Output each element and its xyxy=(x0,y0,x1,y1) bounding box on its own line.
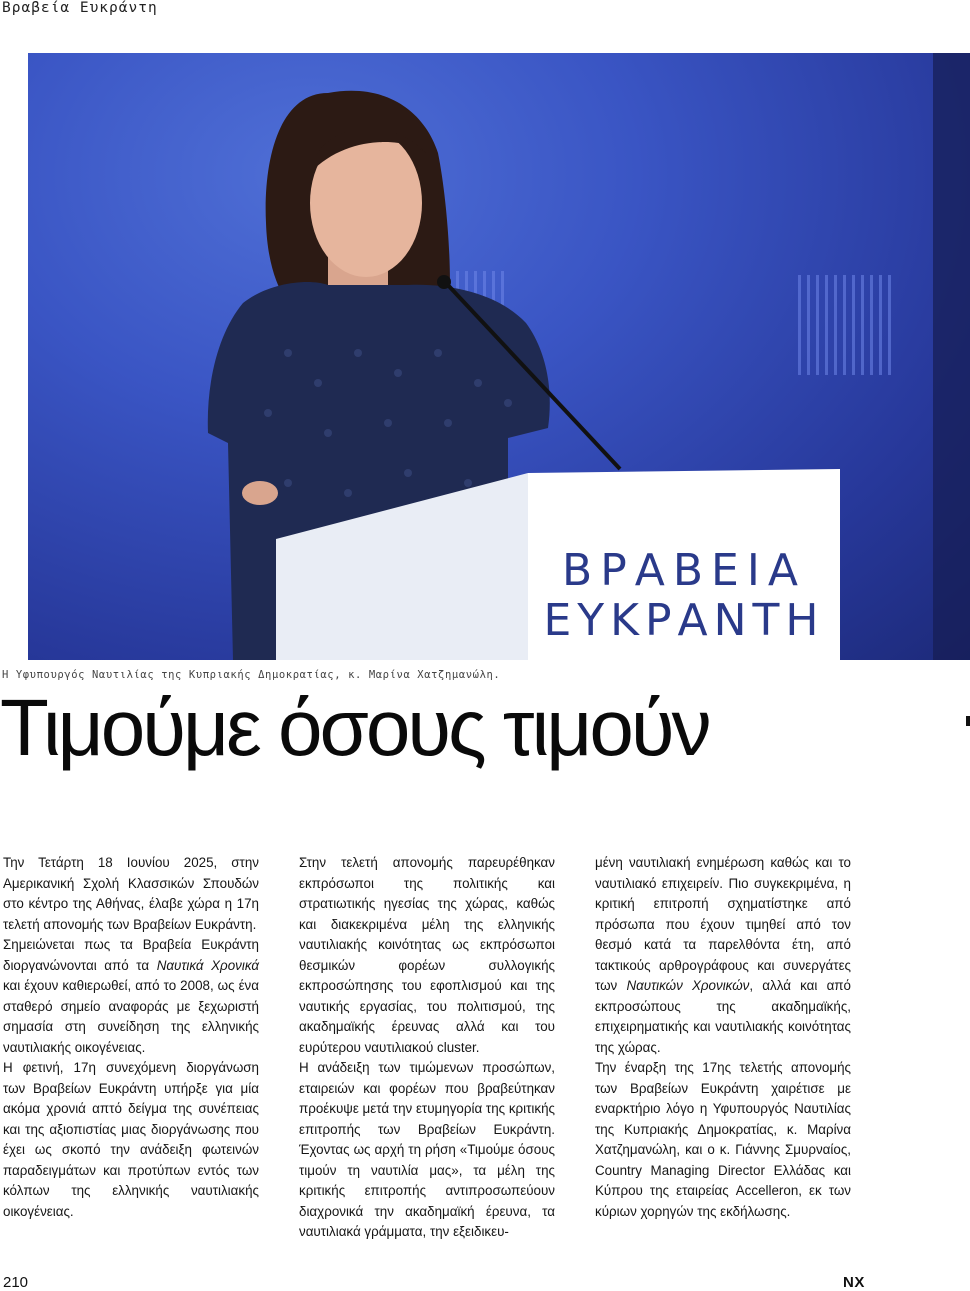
podium-text-line2: ΕΥΚΡΑΝΤΗ xyxy=(543,595,825,646)
page-number: 210 xyxy=(3,1274,29,1291)
paragraph: Την Τετάρτη 18 Ιουνίου 2025, στην Αμερικανική Σχολή Κλασσικών Σπουδών στο κέντρο της Αθήνας, έλαβε χώρα η 17η τελετή απονομής των Βραβείων Ευκράντη. xyxy=(3,855,259,932)
paragraph: Σημειώνεται πως τα Βραβεία Ευκράντη διοργανώνονται από τα Ναυτικά Χρονικά και έχουν καθιερωθεί, από το 2008, ως ένα σταθερό σημείο αναφοράς με ξεχωριστή σημασία στη συνείδηση της ελληνικής ναυτιλιακής οικογένειας. xyxy=(3,937,259,1055)
section-title: Βραβεία Ευκράντη xyxy=(2,0,158,16)
speaker-at-podium-illustration xyxy=(28,53,970,660)
edge-mark xyxy=(966,716,970,726)
paragraph: Την έναρξη της 17ης τελετής απονομής των Βραβείων Ευκράντη χαιρέτισε με εναρκτήριο λόγο η Υφυπουργός Ναυτιλίας της Κυπριακής Δημοκρατίας, κ. Μαρίνα Χατζημανώλη, και ο κ. Γιάννης Σμυρναίος, Country Managing Director Ελλάδας και Κύπρου της εταιρείας Accelleron, εκ των κύριων χορηγών της εκδήλωσης. xyxy=(595,1060,851,1219)
podium-text-line1: ΒΡΑΒΕΙΑ xyxy=(562,545,806,596)
paragraph: Η φετινή, 17η συνεχόμενη διοργάνωση των Βραβείων Ευκράντη υπήρξε για μία ακόμα χρονιά απτό δείγμα της συνέπειας και της αξιοπιστίας μιας διοργάνωσης που έχει ως σκοπό την ανάδειξη φωτεινών παραδειγμάτων και προτύπων εντός των κόλπων της ελληνικής ναυτιλιακής οικογένειας. xyxy=(3,1060,259,1219)
publication-name: Ναυτικών Χρονικών xyxy=(626,978,750,993)
article-column-1 xyxy=(3,853,259,1222)
paragraph: μένη ναυτιλιακή ενημέρωση καθώς και το ναυτιλιακό επιχειρείν. Πιο συγκεκριμένα, η κριτική επιτροπή σχηματίστηκε από πρόσωπα που έχουν τιμηθεί από τον θεσμό κατά τα παρελθόντα έτη, από τακτικούς αρθρογράφους και συνεργάτες των Ναυτικών Χρονικών, αλλά και από εκπροσώπους της ακαδημαϊκής, επιχειρηματικής και ναυτιλιακής κοινότητας της χώρας. xyxy=(595,855,851,1055)
magazine-logo: NX xyxy=(843,1274,865,1291)
paragraph: Η ανάδειξη των τιμώμενων προσώπων, εταιρειών και φορέων που βραβεύτηκαν προέκυψε μετά την ετυμηγορία της κριτικής επιτροπής των Βραβείων Ευκράντη. Έχοντας ως αρχή τη ρήση «Τιμούμε όσους τιμούν τη ναυτιλία μας», τα μέλη της κριτικής επιτροπής αντιπροσωπεύουν διαχρονικά την ακαδημαϊκή έρευνα, τα ναυτιλιακά γράμματα, την εξειδικευ- xyxy=(299,1060,555,1239)
article-column-3 xyxy=(595,853,851,1222)
photo-caption: Η Υφυπουργός Ναυτιλίας της Κυπριακής Δημοκρατίας, κ. Μαρίνα Χατζημανώλη. xyxy=(2,669,501,681)
article-headline: Τιμούμε όσους τιμούν xyxy=(0,683,709,772)
paragraph: Στην τελετή απονομής παρευρέθηκαν εκπρόσωποι της πολιτικής και στρατιωτικής ηγεσίας της χώρας, καθώς και διακεκριμένα μέλη της ελληνικής ναυτιλιακής κοινότητας ως εκπρόσωποι θεσμικών φορέων συλλογικής εκπροσώπησης του εφοπλισμού και της ναυτικής εργασίας, του πολιτισμού, της ακαδημαϊκής έρευνας αλλά και του ευρύτερου ναυτιλιακού cluster. xyxy=(299,855,555,1055)
article-column-2 xyxy=(299,853,555,1243)
article-photo xyxy=(28,53,970,660)
publication-name: Ναυτικά Χρονικά xyxy=(156,957,259,973)
